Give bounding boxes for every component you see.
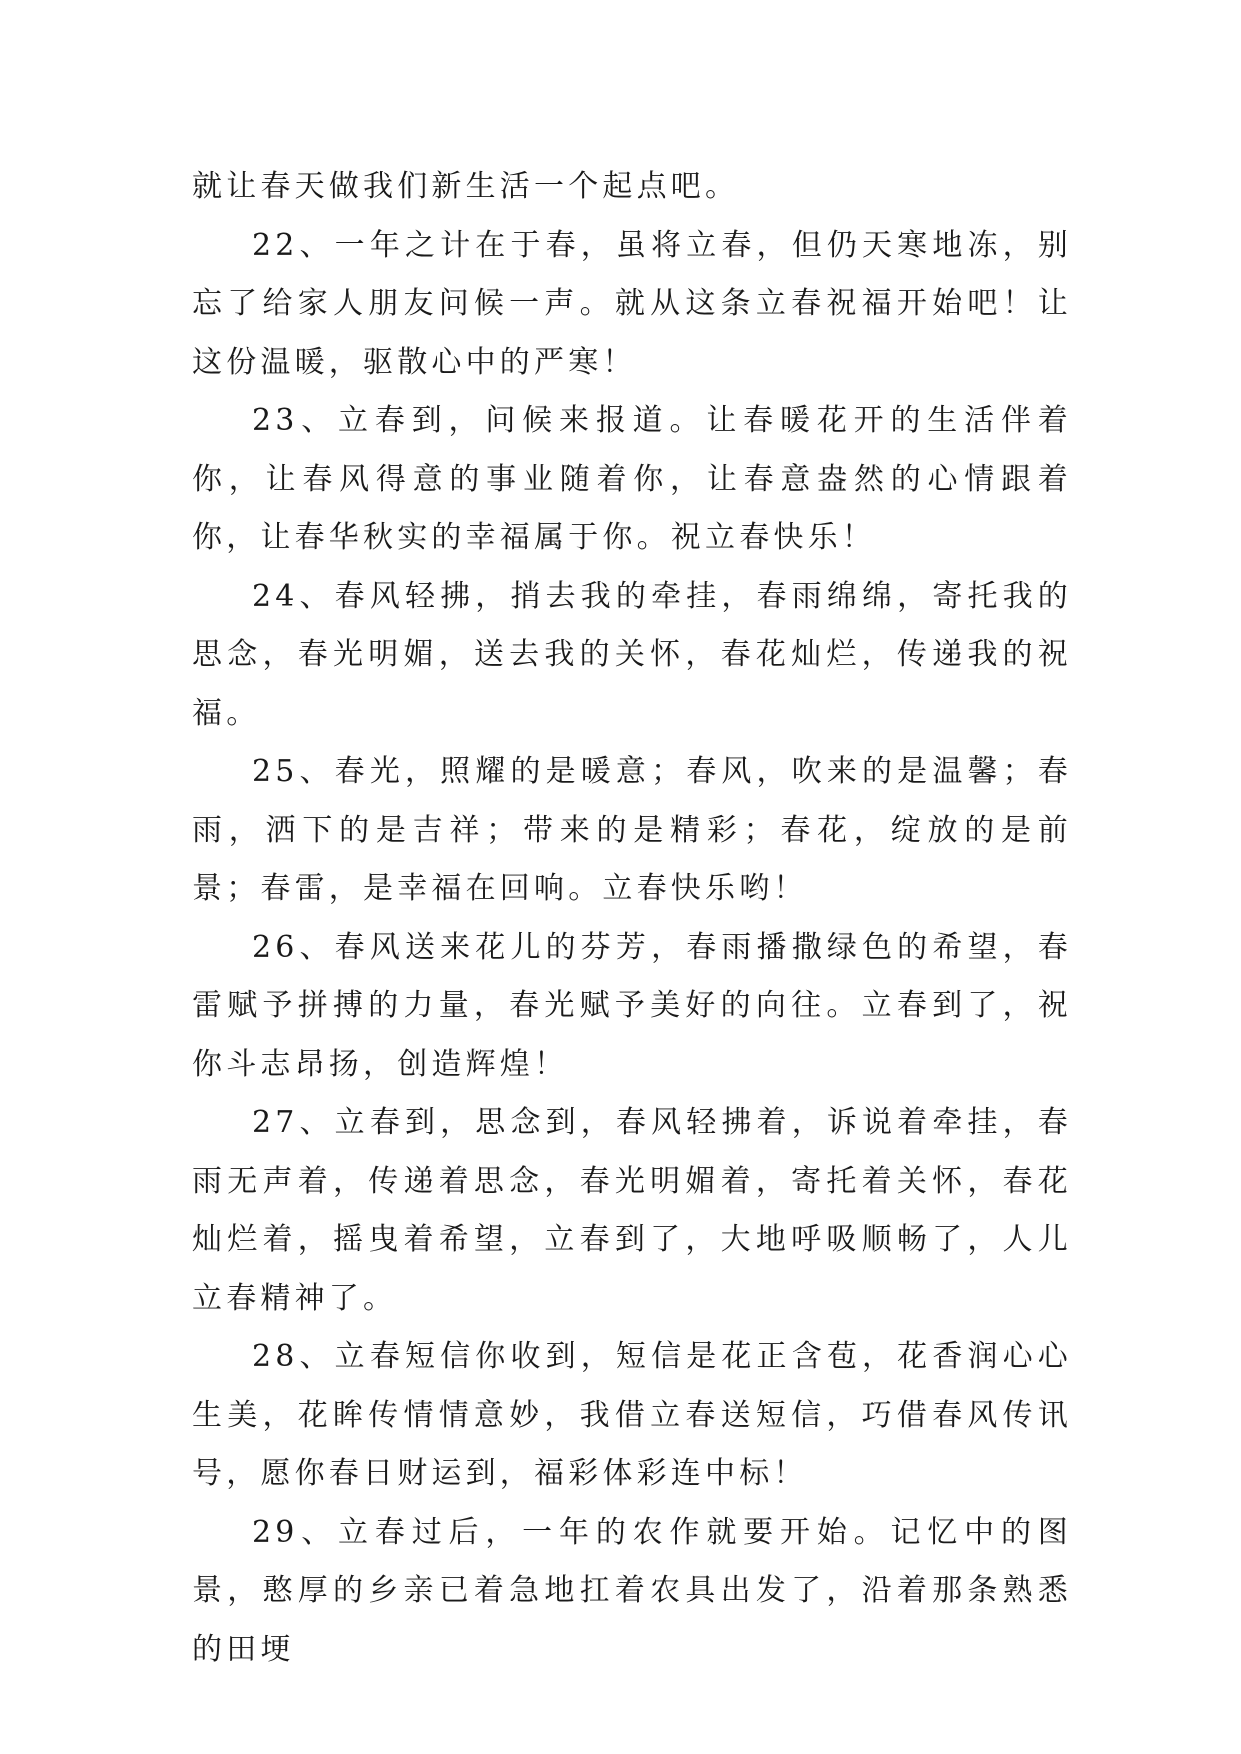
paragraph-27: 27、立春到，思念到，春风轻拂着，诉说着牵挂，春雨无声着，传递着思念，春光明媚着，寄托着关怀，春花灿烂着，摇曳着希望，立春到了，大地呼吸顺畅了，人儿立春精神了。	[192, 1105, 1072, 1316]
paragraph-25: 25、春光，照耀的是暖意；春风，吹来的是温馨；春雨，洒下的是吉祥；带来的是精彩；春花，绽放的是前景；春雷，是幸福在回响。立春快乐哟！	[192, 754, 1072, 906]
paragraph-23: 23、立春到，问候来报道。让春暖花开的生活伴着你，让春风得意的事业随着你，让春意盎然的心情跟着你，让春华秋实的幸福属于你。祝立春快乐！	[192, 403, 1072, 555]
paragraph-26: 26、春风送来花儿的芬芳，春雨播撒绿色的希望，春雷赋予拼搏的力量，春光赋予美好的向往。立春到了，祝你斗志昂扬，创造辉煌！	[192, 929, 1072, 1082]
document-body	[192, 158, 1072, 1679]
paragraph: 就让春天做我们新生活一个起点吧。	[192, 169, 740, 204]
paragraph-24: 24、春风轻拂，捎去我的牵挂，春雨绵绵，寄托我的思念，春光明媚，送去我的关怀，春花灿烂，传递我的祝福。	[192, 578, 1072, 731]
paragraph-28: 28、立春短信你收到，短信是花正含苞，花香润心心生美，花眸传情情意妙，我借立春送短信，巧借春风传讯号，愿你春日财运到，福彩体彩连中标！	[192, 1339, 1072, 1491]
paragraph-29: 29、立春过后，一年的农作就要开始。记忆中的图景，憨厚的乡亲已着急地扛着农具出发了，沿着那条熟悉的田埂	[192, 1514, 1072, 1667]
paragraph-22: 22、一年之计在于春，虽将立春，但仍天寒地冻，别忘了给家人朋友问候一声。就从这条立春祝福开始吧！让这份温暖，驱散心中的严寒！	[192, 227, 1072, 380]
